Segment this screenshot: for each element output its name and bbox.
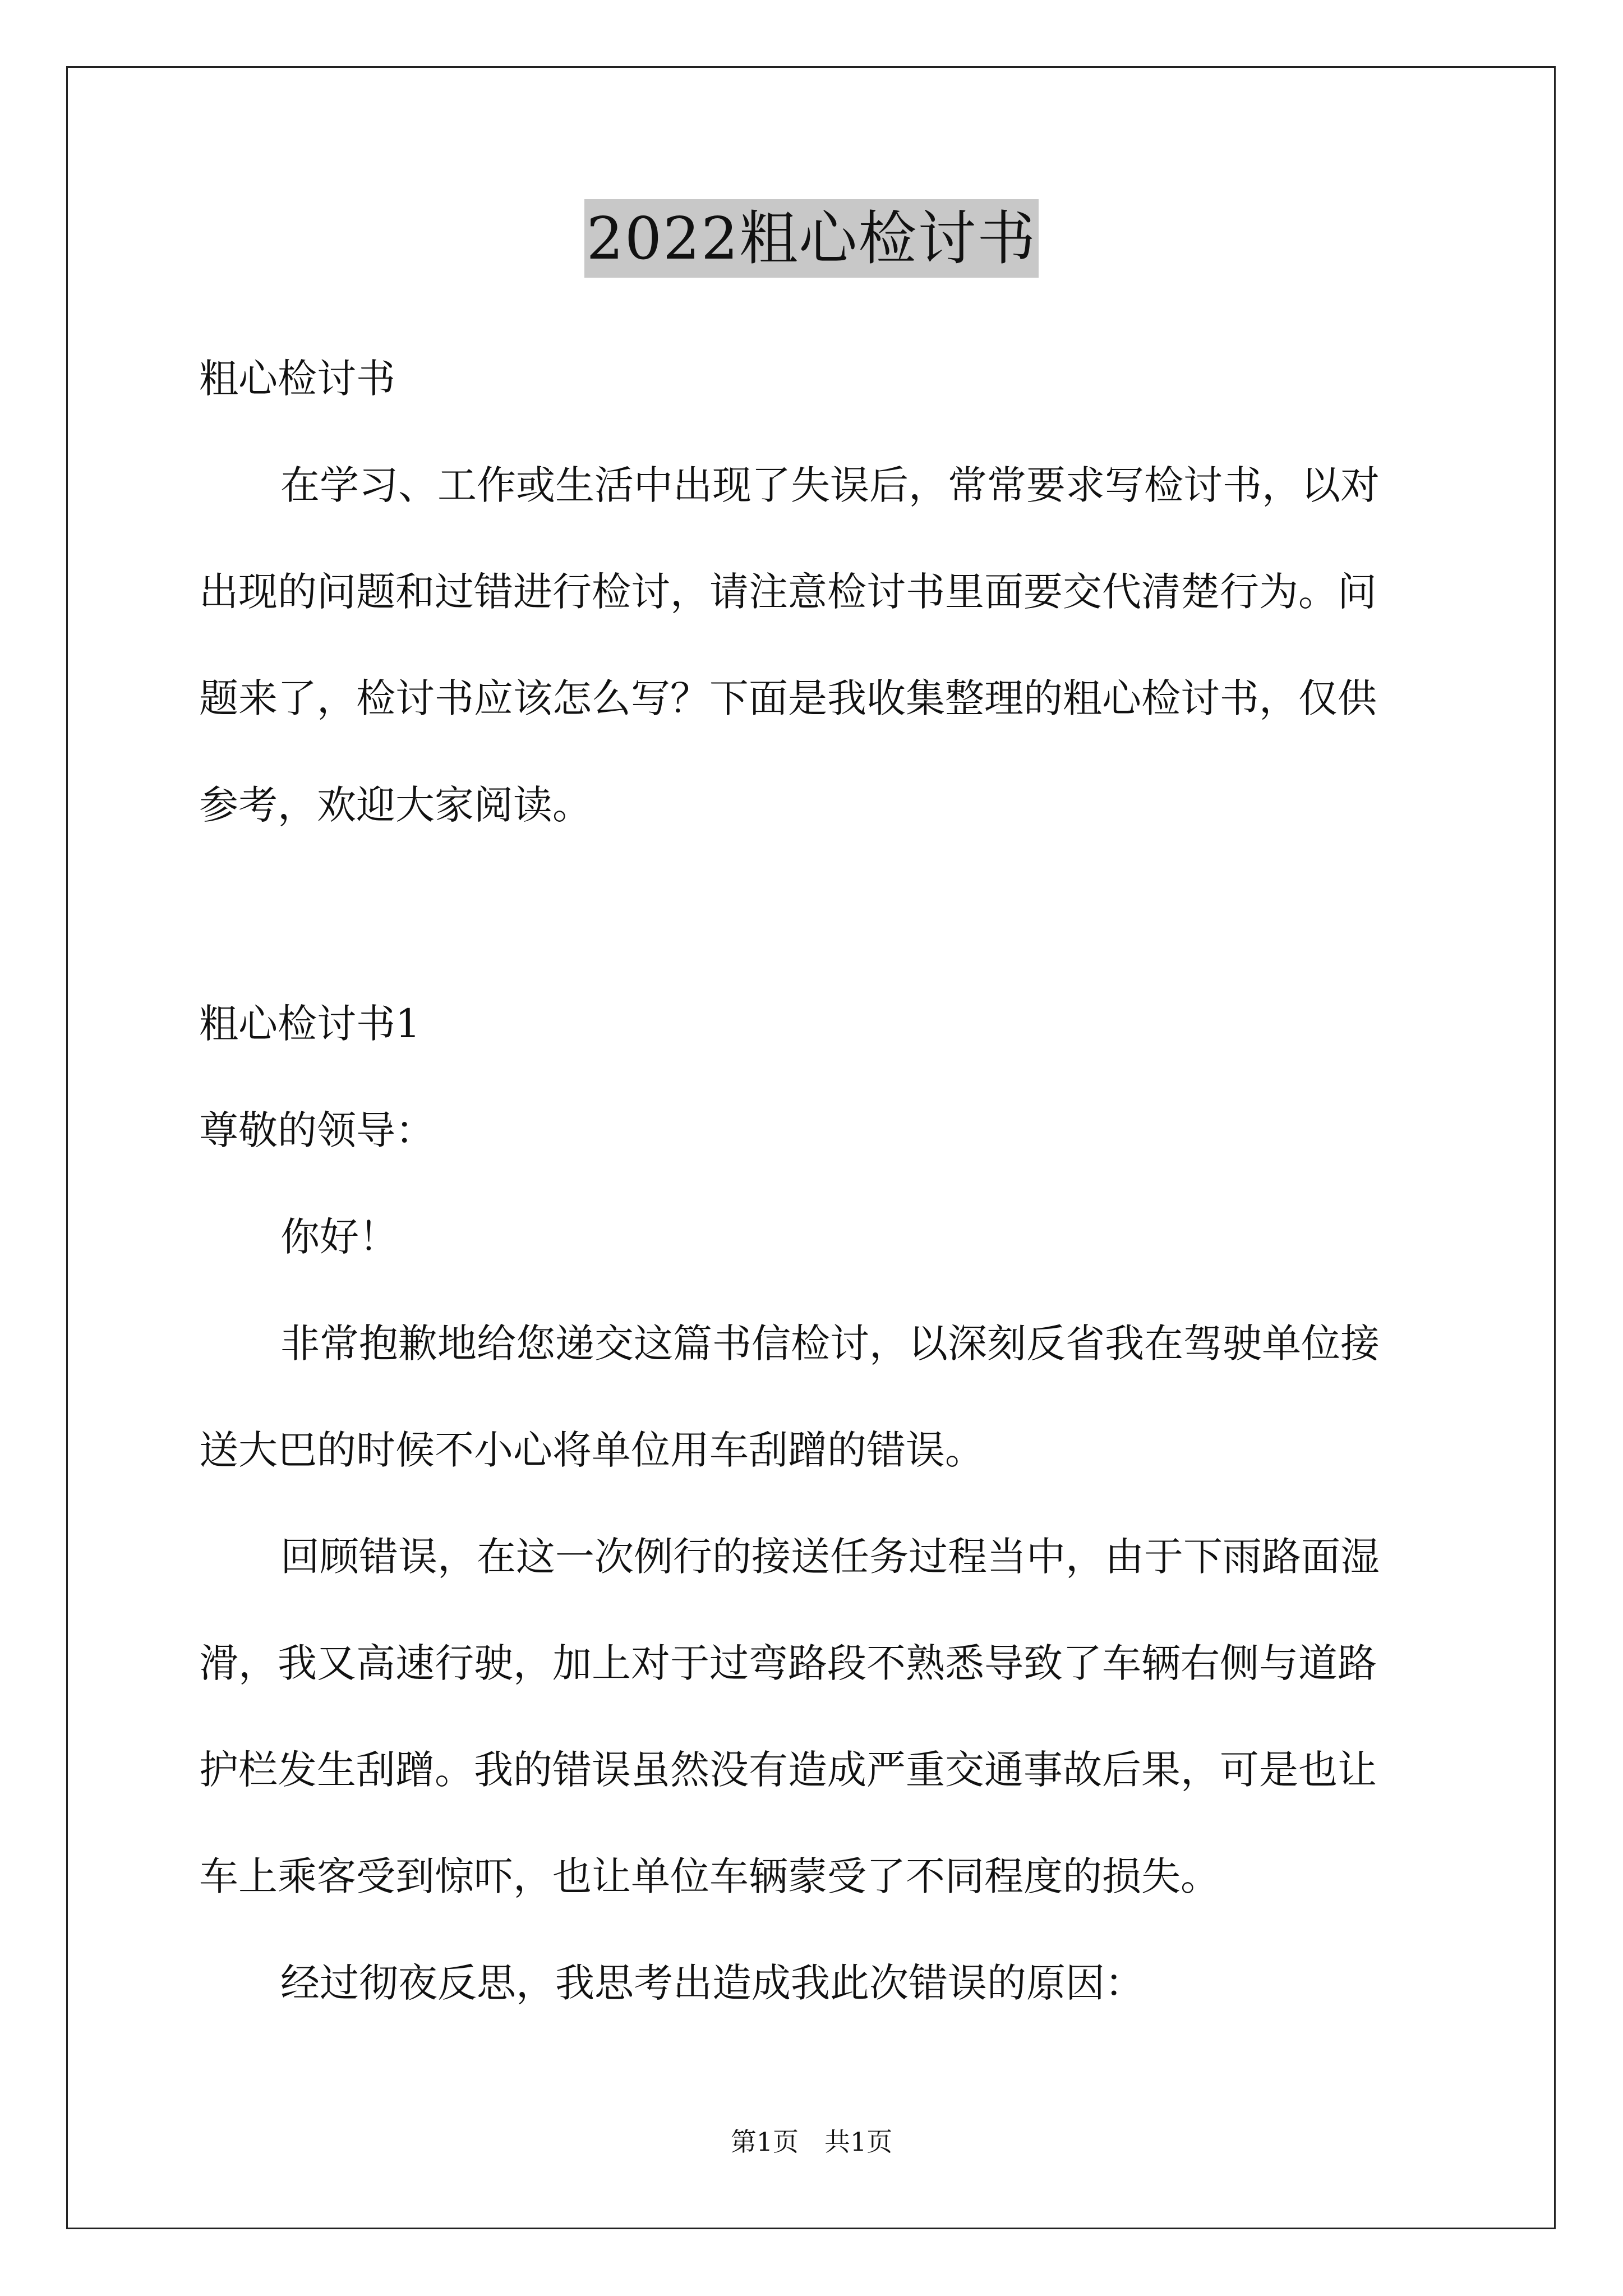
salutation: 尊敬的领导： xyxy=(199,1107,435,1153)
intro-line-3: 题来了，检讨书应该怎么写？下面是我收集整理的粗心检讨书，仅供 xyxy=(199,675,1377,721)
title-container xyxy=(0,199,1623,278)
body-line-2: 送大巴的时候不小心将单位用车刮蹭的错误。 xyxy=(199,1427,984,1473)
section-heading: 粗心检讨书1 xyxy=(199,1001,421,1047)
document-title: 2022粗心检讨书 xyxy=(584,199,1039,278)
body-line-6: 车上乘客受到惊吓，也让单位车辆蒙受了不同程度的损失。 xyxy=(199,1853,1220,1899)
body-line-4: 滑，我又高速行驶，加上对于过弯路段不熟悉导致了车辆右侧与道路 xyxy=(199,1640,1377,1686)
intro-line-1: 在学习、工作或生活中出现了失误后，常常要求写检讨书，以对 xyxy=(280,462,1380,508)
page-footer: 第1页 共1页 xyxy=(730,2127,893,2157)
intro-line-2: 出现的问题和过错进行检讨，请注意检讨书里面要交代清楚行为。问 xyxy=(199,569,1377,615)
subheading: 粗心检讨书 xyxy=(199,356,395,402)
body-line-3: 回顾错误，在这一次例行的接送任务过程当中，由于下雨路面湿 xyxy=(280,1534,1380,1580)
body-line-1: 非常抱歉地给您递交这篇书信检讨，以深刻反省我在驾驶单位接 xyxy=(280,1320,1380,1366)
intro-line-4: 参考，欢迎大家阅读。 xyxy=(199,782,592,828)
greeting: 你好！ xyxy=(280,1214,398,1260)
body-line-5: 护栏发生刮蹭。我的错误虽然没有造成严重交通事故后果，可是也让 xyxy=(199,1747,1377,1793)
body-line-7: 经过彻夜反思，我思考出造成我此次错误的原因： xyxy=(280,1960,1144,2006)
